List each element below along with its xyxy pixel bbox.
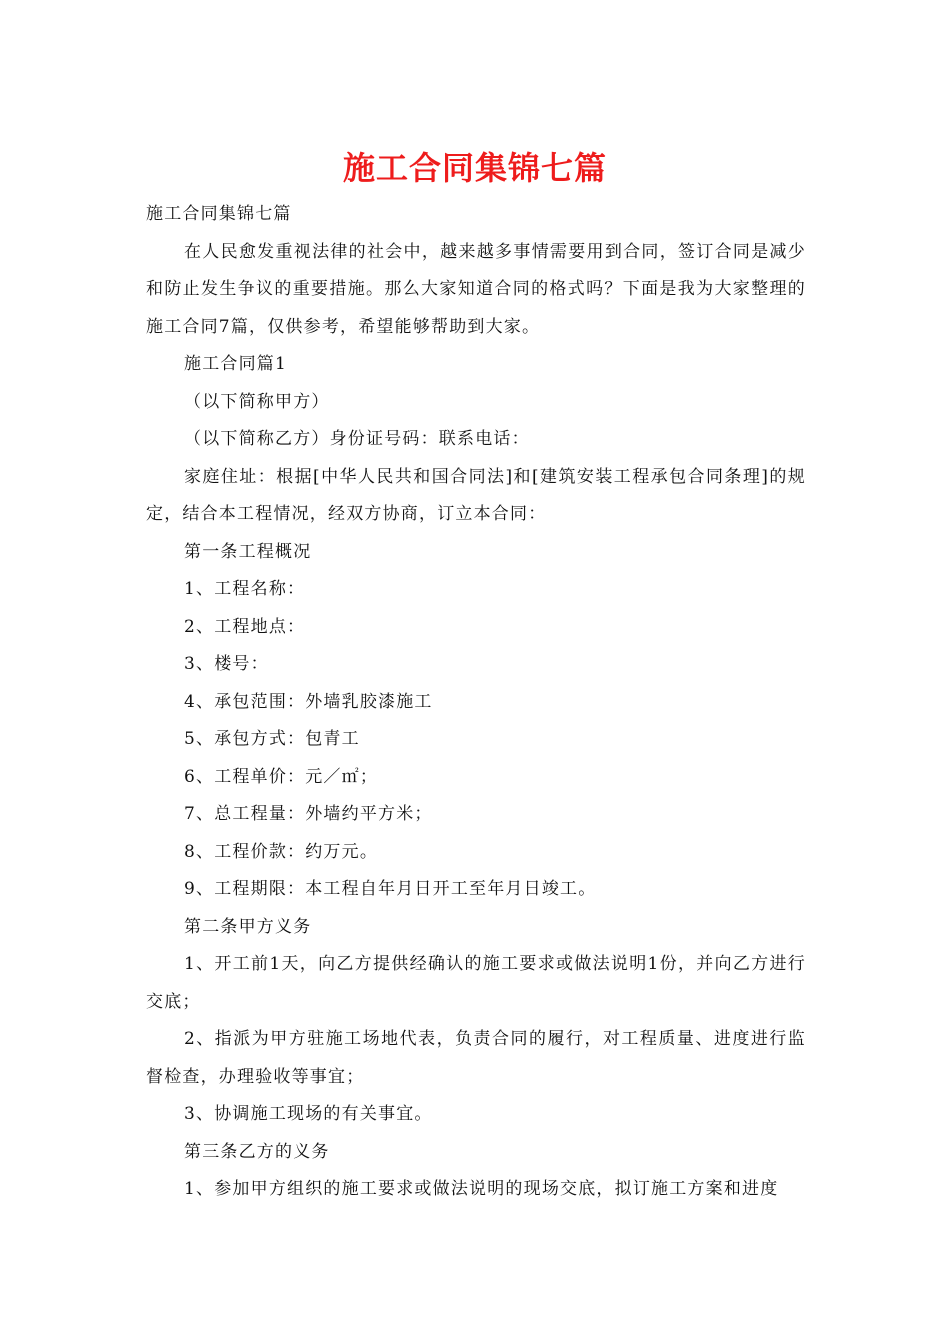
document-paragraph: 7、总工程量：外墙约平方米； xyxy=(184,804,433,824)
document-paragraph: 第一条工程概况 xyxy=(184,541,312,562)
document-paragraph: 3、协调施工现场的有关事宜。 xyxy=(184,1104,433,1124)
document-paragraph: 2、工程地点： xyxy=(184,616,306,637)
document-title: 施工合同集锦七篇 xyxy=(342,149,607,187)
document-paragraph: 家庭住址：根据[中华人民共和国合同法]和[建筑安装工程承包合同条理]的规定，结合本工程情况，经双方协商，订立本合同： xyxy=(146,466,806,524)
document-paragraph: 在人民愈发重视法律的社会中，越来越多事情需要用到合同，签订合同是减少和防止发生争议的重要措施。那么大家知道合同的格式吗？下面是我为大家整理的施工合同7篇，仅供参考，希望能够帮助到大家。 xyxy=(146,241,806,337)
document-paragraph: 9、工程期限：本工程自年月日开工至年月日竣工。 xyxy=(184,879,597,899)
document-paragraph: 8、工程价款：约万元。 xyxy=(184,841,379,862)
document-paragraph: 施工合同篇1 xyxy=(184,354,288,374)
document-paragraph: 第二条甲方义务 xyxy=(184,916,312,937)
document-paragraph: 施工合同集锦七篇 xyxy=(146,204,292,224)
document-paragraph: 第三条乙方的义务 xyxy=(184,1141,330,1162)
document-paragraph: （以下简称甲方） xyxy=(184,391,330,412)
document-paragraph: 6、工程单价：元／㎡； xyxy=(184,766,379,787)
document-paragraph: 4、承包范围：外墙乳胶漆施工 xyxy=(184,691,433,712)
document-paragraph: 1、开工前1天，向乙方提供经确认的施工要求或做法说明1份，并向乙方进行交底； xyxy=(146,954,806,1012)
document-body xyxy=(146,196,806,1209)
document-paragraph: 1、工程名称： xyxy=(184,579,306,599)
document-paragraph: 2、指派为甲方驻施工场地代表，负责合同的履行，对工程质量、进度进行监督检查，办理验收等事宜； xyxy=(146,1029,806,1087)
document-paragraph: 1、参加甲方组织的施工要求或做法说明的现场交底，拟订施工方案和进度 xyxy=(184,1179,779,1199)
document-paragraph: 5、承包方式：包青工 xyxy=(184,729,360,749)
document-paragraph: 3、楼号： xyxy=(184,654,269,674)
document-paragraph: （以下简称乙方）身份证号码：联系电话： xyxy=(184,429,530,449)
